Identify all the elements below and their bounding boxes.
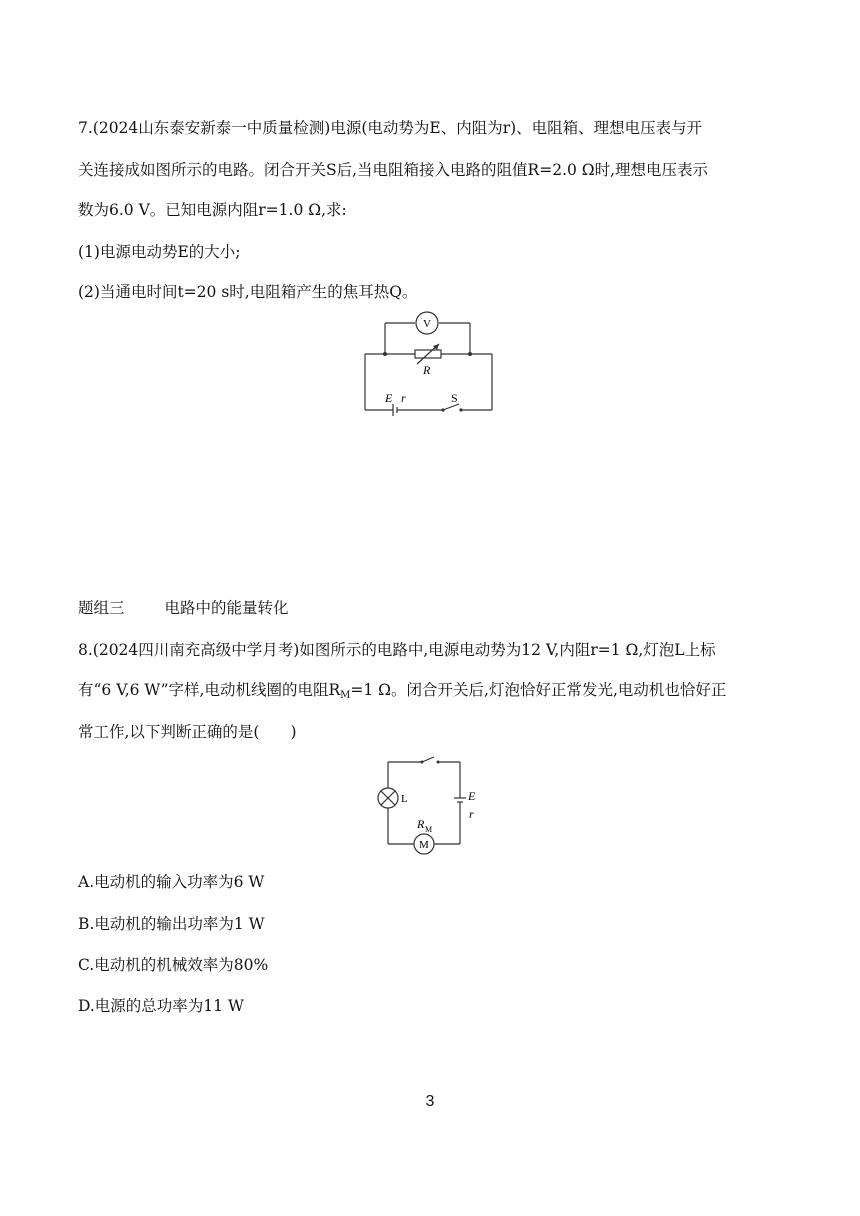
page-number: 3 bbox=[425, 1093, 435, 1110]
q8-line-1: 8.(2024四川南充高级中学月考)如图所示的电路中,电源电动势为12 V,内阻r=1 Ω,灯泡L上标 bbox=[78, 641, 716, 659]
q7-part-2: (2)当通电时间t=20 s时,电阻箱产生的焦耳热Q。 bbox=[78, 283, 418, 301]
voltmeter-label: V bbox=[423, 318, 431, 330]
source-r-label: r bbox=[401, 391, 406, 405]
q7-line-1: 7.(2024山东泰安新泰一中质量检测)电源(电动势为E、内阻为r)、电阻箱、理想电压表与开 bbox=[78, 119, 703, 137]
option-c: C.电动机的机械效率为80% bbox=[78, 956, 269, 974]
motor-resistance-label: R bbox=[417, 817, 425, 831]
option-a: A.电动机的输入功率为6 W bbox=[78, 873, 265, 891]
q7-line-2: 关连接成如图所示的电路。闭合开关S后,当电阻箱接入电路的阻值R=2.0 Ω时,理想电压表示 bbox=[78, 161, 709, 179]
section-label: 题组三 bbox=[78, 599, 125, 617]
section-title: 电路中的能量转化 bbox=[164, 599, 289, 617]
motor-label: M bbox=[419, 839, 429, 851]
source-e-label: E bbox=[385, 391, 393, 405]
q8-source-e-label: E bbox=[468, 789, 476, 803]
q7-part-1: (1)电源电动势E的大小; bbox=[78, 243, 241, 261]
section-heading bbox=[78, 598, 289, 618]
lamp-label: L bbox=[401, 793, 408, 805]
option-b: B.电动机的输出功率为1 W bbox=[78, 915, 265, 933]
q8-line-2: 有“6 V,6 W”字样,电动机线圈的电阻$R_M=1$ Ω。闭合开关后,灯泡恰好正常发光,电动机也恰好正 bbox=[78, 681, 727, 701]
switch-label: S bbox=[451, 391, 458, 405]
q7-line-3: 数为6.0 V。已知电源内阻r=1.0 Ω,求: bbox=[78, 201, 347, 219]
motor-resistance-sub: M bbox=[425, 825, 433, 834]
q8-line-3: 常工作,以下判断正确的是( ) bbox=[78, 723, 297, 741]
q8-source-r-label: r bbox=[469, 807, 474, 821]
option-d: D.电源的总功率为11 W bbox=[78, 997, 244, 1015]
q7-circuit-diagram bbox=[355, 308, 505, 418]
resistor-label: R bbox=[423, 363, 431, 377]
q8-circuit-diagram bbox=[370, 752, 495, 857]
